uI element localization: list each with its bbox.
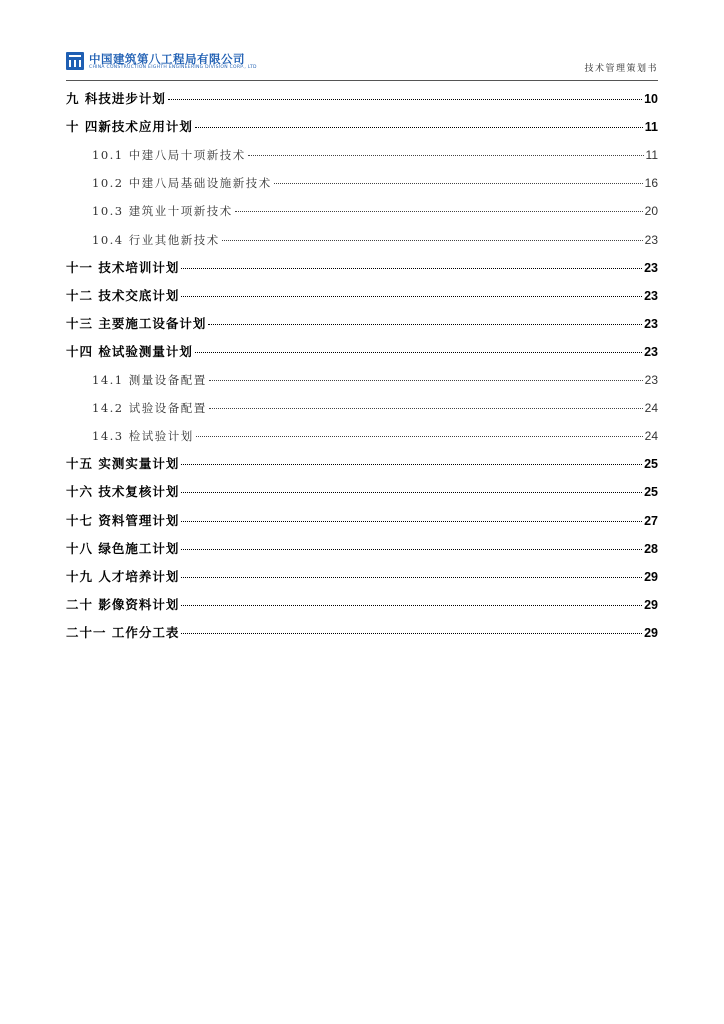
- toc-leader-dots: [168, 99, 642, 100]
- toc-entry-page: 23: [644, 316, 658, 331]
- table-of-contents: [66, 84, 658, 646]
- toc-entry[interactable]: [66, 590, 658, 618]
- toc-entry[interactable]: [66, 365, 658, 393]
- toc-entry-page: 25: [644, 457, 658, 472]
- document-title: 技术管理策划书: [584, 64, 658, 74]
- toc-entry-label: 十一 技术培训计划: [66, 259, 180, 275]
- toc-entry-label: 二十 影像资料计划: [66, 596, 180, 612]
- toc-entry-label: 10.1 中建八局十项新技术: [92, 148, 246, 163]
- toc-entry-label: 14.2 试验设备配置: [92, 401, 207, 416]
- toc-entry[interactable]: [66, 393, 658, 421]
- toc-entry-page: 29: [644, 625, 658, 640]
- toc-leader-dots: [181, 549, 642, 550]
- toc-entry-page: 29: [644, 597, 658, 612]
- toc-leader-dots: [196, 436, 643, 437]
- toc-entry-label: 九 科技进步计划: [66, 91, 166, 107]
- toc-entry[interactable]: [66, 449, 658, 477]
- toc-entry[interactable]: [66, 562, 658, 590]
- toc-entry-page: 23: [644, 260, 658, 275]
- toc-leader-dots: [181, 464, 642, 465]
- toc-entry-label: 十二 技术交底计划: [66, 287, 180, 303]
- toc-entry[interactable]: [66, 196, 658, 224]
- toc-leader-dots: [181, 268, 642, 269]
- toc-leader-dots: [195, 127, 643, 128]
- toc-entry-label: 10.2 中建八局基础设施新技术: [92, 176, 272, 191]
- toc-entry-label: 十三 主要施工设备计划: [66, 315, 207, 331]
- toc-leader-dots: [181, 577, 642, 578]
- toc-entry-page: 23: [644, 288, 658, 303]
- toc-leader-dots: [181, 296, 642, 297]
- toc-leader-dots: [235, 211, 643, 212]
- toc-entry-page: 20: [644, 204, 658, 219]
- toc-entry-page: 23: [644, 373, 658, 388]
- toc-entry-label: 十 四新技术应用计划: [66, 119, 193, 135]
- toc-entry[interactable]: [66, 112, 658, 140]
- toc-leader-dots: [248, 155, 644, 156]
- toc-leader-dots: [181, 633, 642, 634]
- toc-entry-label: 10.4 行业其他新技术: [92, 232, 220, 247]
- toc-entry-label: 10.3 建筑业十项新技术: [92, 204, 233, 219]
- toc-entry-page: 24: [644, 429, 658, 444]
- toc-entry[interactable]: [66, 253, 658, 281]
- toc-entry[interactable]: [66, 84, 658, 112]
- toc-entry-label: 十六 技术复核计划: [66, 484, 180, 500]
- toc-leader-dots: [274, 183, 643, 184]
- toc-entry-label: 14.1 测量设备配置: [92, 373, 207, 388]
- toc-leader-dots: [181, 521, 642, 522]
- company-name-cn: 中国建筑第八工程局有限公司: [89, 52, 245, 66]
- toc-entry-page: 11: [645, 148, 658, 163]
- toc-entry-label: 十九 人才培养计划: [66, 568, 180, 584]
- toc-entry[interactable]: [66, 477, 658, 505]
- company-name-en: CHINA CONSTRUCTION EIGHTH ENGINEERING DIVISION CORP., LTD: [89, 65, 257, 70]
- toc-entry[interactable]: [66, 505, 658, 533]
- toc-entry[interactable]: [66, 281, 658, 309]
- toc-entry[interactable]: [66, 618, 658, 646]
- toc-leader-dots: [181, 605, 642, 606]
- toc-leader-dots: [195, 352, 642, 353]
- toc-entry-label: 十七 资料管理计划: [66, 512, 180, 528]
- toc-entry-label: 二十一 工作分工表: [66, 624, 180, 640]
- toc-leader-dots: [209, 408, 643, 409]
- toc-entry-page: 29: [644, 569, 658, 584]
- toc-entry-page: 24: [644, 401, 658, 416]
- toc-leader-dots: [222, 240, 643, 241]
- toc-entry-page: 23: [644, 232, 658, 247]
- company-logo-icon: [66, 52, 84, 70]
- page-header: [66, 48, 658, 78]
- toc-entry[interactable]: [66, 421, 658, 449]
- toc-entry[interactable]: [66, 309, 658, 337]
- toc-entry-page: 23: [644, 344, 658, 359]
- toc-entry-page: 11: [644, 120, 658, 135]
- toc-entry-label: 十五 实测实量计划: [66, 456, 180, 472]
- toc-entry-page: 10: [644, 92, 658, 107]
- toc-entry[interactable]: [66, 168, 658, 196]
- toc-entry-label: 14.3 检试验计划: [92, 429, 194, 444]
- toc-leader-dots: [181, 492, 642, 493]
- toc-entry[interactable]: [66, 224, 658, 252]
- toc-leader-dots: [208, 324, 642, 325]
- toc-entry-label: 十四 检试验测量计划: [66, 343, 193, 359]
- toc-entry[interactable]: [66, 534, 658, 562]
- toc-entry[interactable]: [66, 337, 658, 365]
- toc-leader-dots: [209, 380, 643, 381]
- header-divider: [66, 80, 658, 81]
- toc-entry-page: 25: [644, 485, 658, 500]
- toc-entry[interactable]: [66, 140, 658, 168]
- toc-entry-page: 28: [644, 541, 658, 556]
- toc-entry-page: 16: [644, 176, 658, 191]
- toc-entry-page: 27: [644, 513, 658, 528]
- toc-entry-label: 十八 绿色施工计划: [66, 540, 180, 556]
